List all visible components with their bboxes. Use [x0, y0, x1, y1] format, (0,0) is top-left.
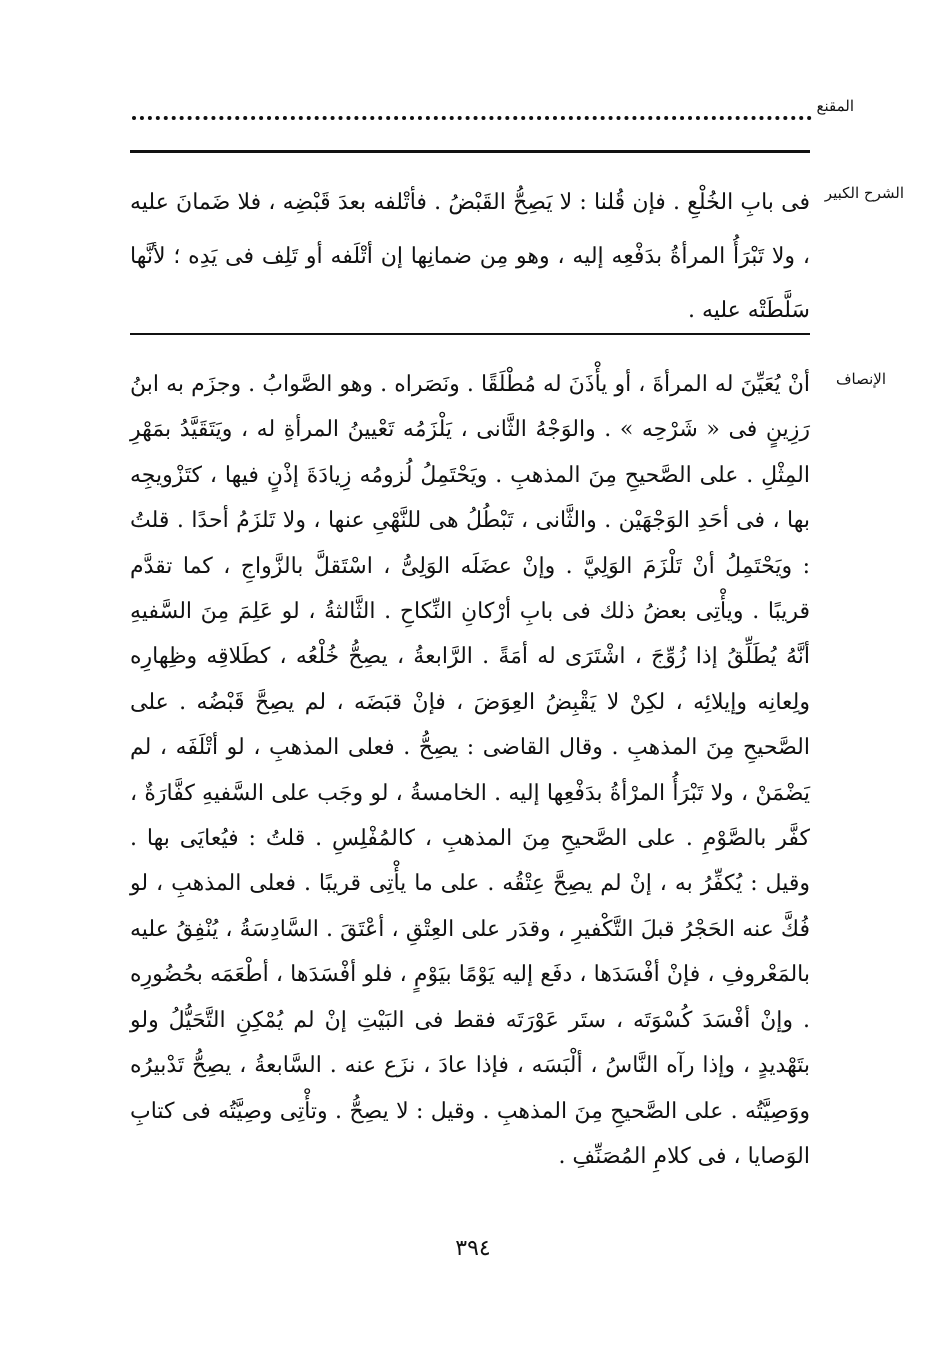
sharh-text-block	[130, 176, 810, 338]
section-divider	[130, 333, 810, 335]
page-number: ٣٩٤	[455, 1236, 491, 1261]
sharh-paragraph: فى بابِ الخُلْعِ . فإن قُلنا : لا يَصِحُّ القَبْضُ . فأتْلفه بعدَ قَبْضِه ، فلا ضَمانَ عليه ، ولا تَبْرَأُ المرأةُ بدَفْعِه إليه ، وهو مِن ضمانِها إن أتْلَفه أو تَلِف فى يَدِه ؛ لأنَّها سَلَّطَتْه عليه .	[130, 190, 810, 323]
section-label-insaf: الإنصاف	[835, 370, 886, 388]
section-label-sharh: الشرح الكبير	[824, 184, 904, 202]
running-header-title: المقنع	[816, 97, 854, 115]
insaf-text-block	[130, 362, 810, 1179]
dotted-separator	[132, 116, 812, 120]
insaf-paragraph: أنْ يُعَيِّنَ له المرأةَ ، أو يأْذَنَ له مُطْلَقًا . ونَصَراه . وهو الصَّوابُ . وجزَم به ابنُ رَزِينٍ فى « شَرْحِه » . والوَجْهُ الثَّانى ، يَلْزَمُه تَعْيينُ المرأةِ له ، ويَتَقَيَّدُ بمَهْرِ المِثْلِ . على الصَّحيحِ مِنَ المذهبِ . ويَحْتَمِلُ لُزومُه زِيادَةَ إذْنٍ فيها ، كتَزْويجِه بها ، فى أحَدِ الوَجْهَيْن . والثَّانى ، تَبْطُلُ هى للنَّهْىِ عنها ، ولا تَلزَمُ أحدًا . قلتُ : ويَحْتَمِلُ أنْ تَلْزَمَ الوَلِيَّ . وإنْ عضَلَه الوَلِىُّ ، اسْتَقلَّ بالزَّواجِ ، كما تقدَّم قريبًا . ويأْتِى بعضُ ذلك فى بابِ أرْكانِ النِّكاحِ . الثَّالثةُ ، لو عَلِمَ مِنَ السَّفيهِ أنَّهُ يُطَلِّقُ إذا زُوِّجَ ، اشْتَرَى له أمَةً . الرَّابعةُ ، يصِحُّ خُلْعُه ، كطَلاقِه وظِهارِه ولِعانِه وإيلائِه ، لكِنْ لا يَقْبِضُ العِوَضَ ، فإنْ قبَضَه ، لم يصِحَّ قَبْضُه . على الصَّحيحِ مِنَ المذهبِ . وقال القاضى : يصِحُّ . فعلى المذهبِ ، لو أتْلَفَه ، لم يَضْمَنْ ، ولا تَبْرَأُ المرْأةُ بدَفْعِها إليه . الخامسةُ ، لو وجَب على السَّفيهِ كفَّارَةٌ ، كفَّر بالصَّوْمِ . على الصَّحيحِ مِنَ المذهبِ ، كالمُفْلِسِ . قلتُ : فيُعايَى بها . وقيل : يُكفِّرُ به ، إنْ لم يصِحَّ عِتْقُه . على ما يأْتِى قريبًا . فعلى المذهبِ ، لو فُكَّ عنه الحَجْرُ قبلَ التَّكْفيرِ ، وقدَر على العِتْقِ ، أعْتَقَ . السَّادِسَةُ ، يُنْفِقُ عليه بالمَعْروفِ ، فإنْ أفْسَدَها ، دفَع إليه يَوْمًا بيَوْمٍ ، فلو أفْسَدَها ، أطْعَمَه بحُضُورِه . وإنْ أفْسَدَ كُسْوَتَه ، ستَر عَوْرَتَه فقط فى البَيْتِ إنْ لم يُمْكِنِ التَّحَيُّلُ ولو بتَهْديدٍ ، وإذا رآه النَّاسُ ، ألْبَسَه ، فإذا عادَ ، نزَع عنه . السَّابعةُ ، يصِحُّ تَدْبيرُه ووَصِيَّتُه . على الصَّحيحِ مِنَ المذهبِ . وقيل : لا يصِحُّ . وتأْتِى وصِيَّتُه فى كتابِ الوَصايا ، فى كلامِ المُصَنِّفِ .	[130, 372, 810, 1169]
header-rule	[130, 150, 810, 153]
